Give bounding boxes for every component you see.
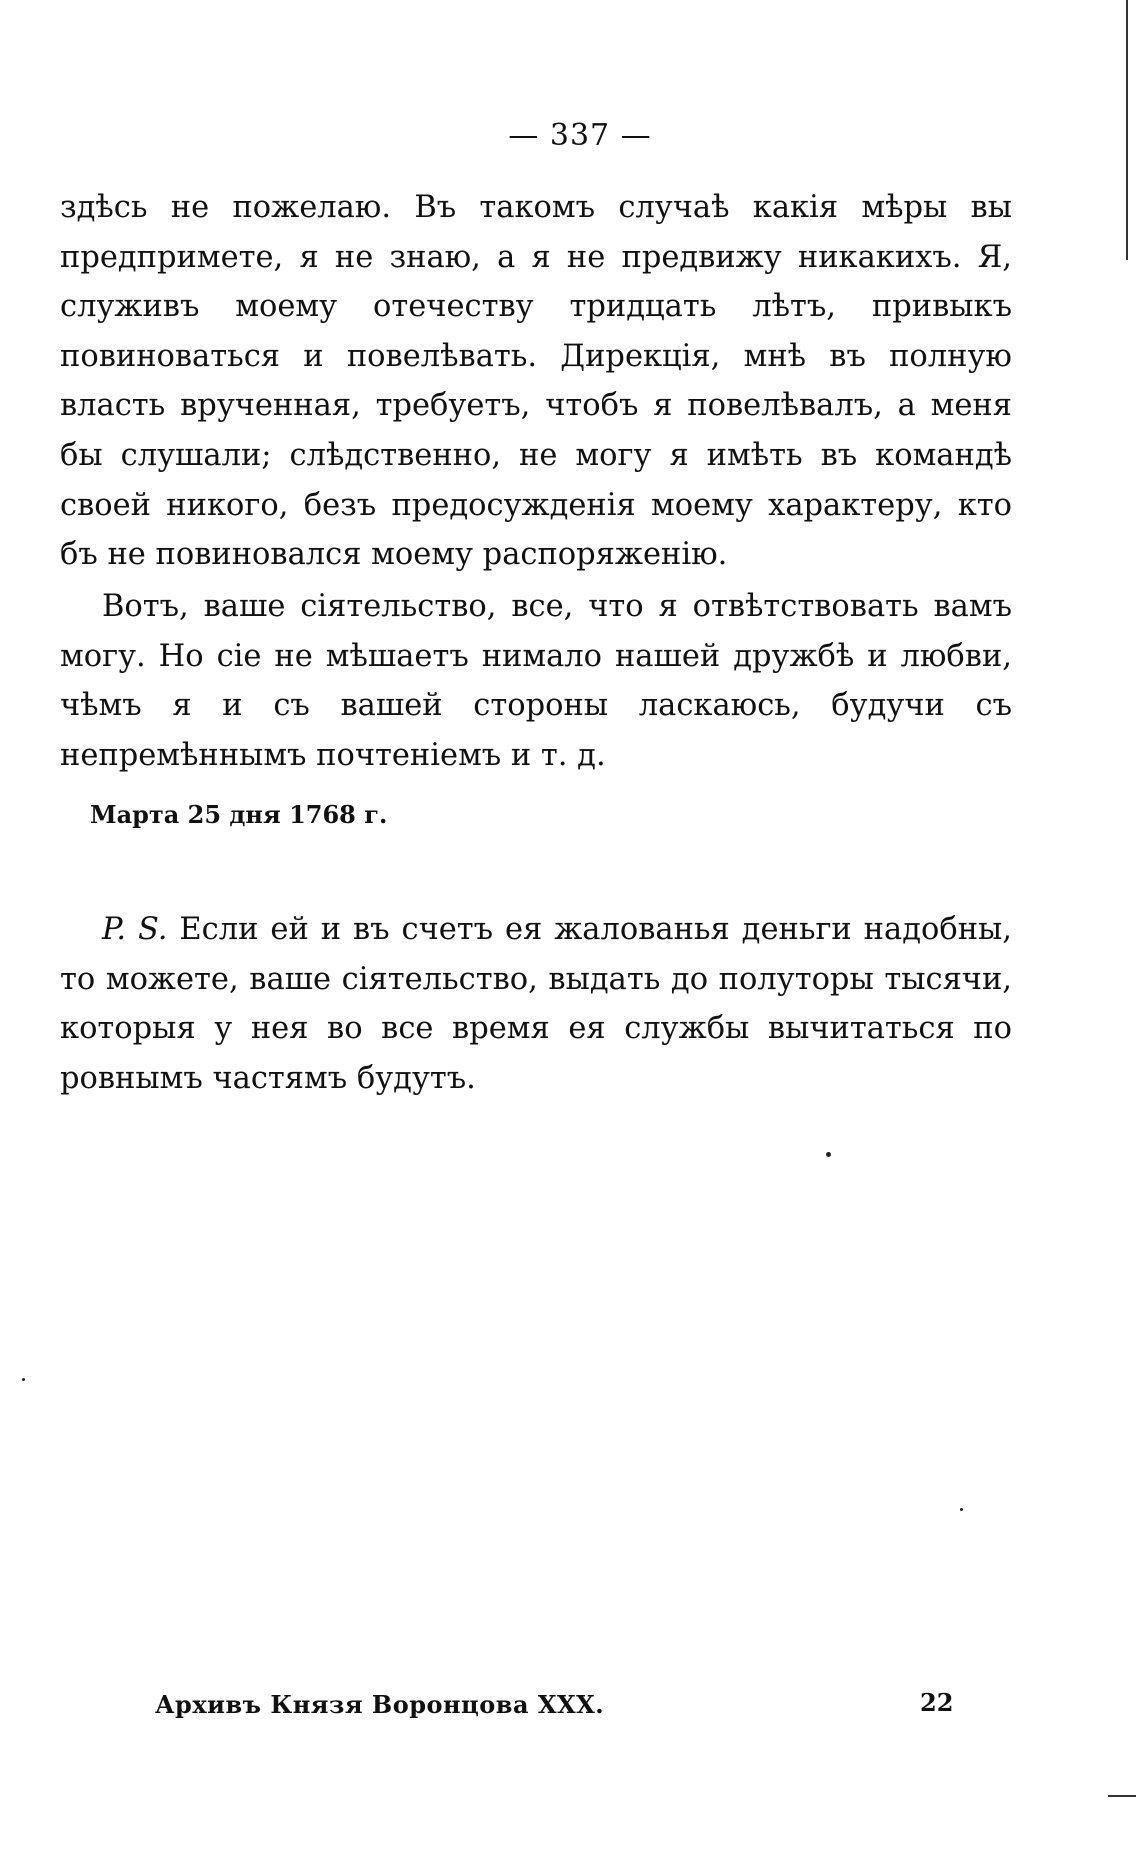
scan-speck: [22, 1378, 25, 1381]
paragraph-2: Вотъ, ваше сіятельство, все, что я отвѣтствовать вамъ могу. Но сіе не мѣшаетъ нимало нашей дружбѣ и любви, чѣмъ я и съ вашей стороны ласкаюсь, будучи съ непремѣннымъ почтеніемъ и т. д.: [60, 589, 1012, 773]
scan-speck: [960, 1508, 963, 1511]
scan-speck: [826, 1152, 831, 1157]
date-line: Марта 25 дня 1768 г.: [90, 800, 388, 829]
footer-source: Архивъ Князя Воронцова XXX.: [155, 1690, 605, 1719]
postscript-mark: P. S.: [102, 912, 168, 947]
scan-edge-line: [1108, 1795, 1136, 1797]
paragraph-1: здѣсь не пожелаю. Въ такомъ случаѣ какія мѣры вы предприметe, я не знаю, а я не предвижу никакихъ. Я, служивъ моему отечеству тридцать лѣтъ, привыкъ повиноваться и повелѣвать. Дирекція, мнѣ въ полную власть врученная, требуетъ, чтобъ я повелѣвалъ, а меня бы слушали; слѣдственно, не могу я имѣть въ командѣ своей никого, безъ предосужденія моему характеру, кто бъ не повиновался моему распоряженію.: [60, 190, 1012, 573]
scan-edge-line: [1126, 0, 1128, 260]
page-number: — 337 —: [508, 118, 652, 153]
postscript: [60, 905, 1012, 1103]
footer-signature-mark: 22: [920, 1688, 954, 1717]
postscript-text: Если ей и въ счетъ ея жалованья деньги надобны, то можете, ваше сіятельство, выдать до полуторы тысячи, которыя у нея во все время ея службы вычитаться по ровнымъ частямъ будутъ.: [60, 912, 1013, 1096]
